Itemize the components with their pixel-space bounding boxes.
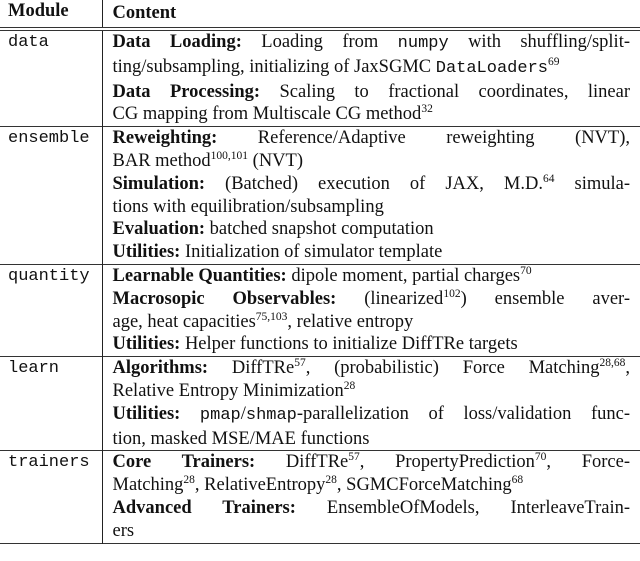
feature-label: Learnable Quantities: xyxy=(112,265,287,286)
description-text: Matching xyxy=(112,475,184,496)
description-text: BAR method xyxy=(112,150,211,171)
description-text: (linearized xyxy=(336,288,444,309)
description-text: ) ensemble aver- xyxy=(460,288,630,309)
content-line xyxy=(113,428,631,451)
content-line xyxy=(113,451,631,474)
module-name: trainers xyxy=(0,451,102,543)
description-text: dipole moment, partial charges xyxy=(286,265,521,286)
citation-superscript: 69 xyxy=(547,55,560,68)
feature-label: Evaluation: xyxy=(112,219,206,240)
feature-label: Utilities: xyxy=(112,334,181,355)
description-text: , PropertyPrediction xyxy=(359,452,535,473)
table-row xyxy=(0,451,640,543)
description-text: tions with equilibration/subsampling xyxy=(112,196,384,217)
description-text: DiffTRe xyxy=(255,452,349,473)
description-text: , RelativeEntropy xyxy=(194,475,326,496)
feature-label: Utilities: xyxy=(112,403,181,424)
content-line xyxy=(113,520,631,543)
description-text: with shuffling/split- xyxy=(448,32,630,52)
description-text: Reference/Adaptive reweighting (NVT), xyxy=(217,128,630,149)
description-text: ting/subsampling, initializing of JaxSGMC xyxy=(112,56,436,77)
table-row xyxy=(0,357,640,451)
citation-superscript: 68 xyxy=(511,474,524,487)
citation-superscript: 28 xyxy=(183,474,195,487)
description-text: Scaling to fractional coordinates, linear xyxy=(260,81,630,102)
citation-superscript: 102 xyxy=(443,287,461,300)
description-text: , xyxy=(625,358,630,379)
header-module: Module xyxy=(0,0,102,29)
content-line xyxy=(113,56,631,81)
citation-superscript: 70 xyxy=(520,264,532,277)
description-text: tion, masked MSE/MAE functions xyxy=(112,428,370,449)
feature-label: Reweighting: xyxy=(112,128,218,149)
description-text xyxy=(180,404,200,424)
module-name: ensemble xyxy=(0,127,102,265)
citation-superscript: 28 xyxy=(325,474,337,487)
content-line xyxy=(113,265,631,288)
description-text: (NVT) xyxy=(248,150,303,171)
module-name: data xyxy=(0,29,102,127)
content-line xyxy=(113,127,631,150)
content-line xyxy=(113,173,631,196)
citation-superscript: 28 xyxy=(343,379,356,392)
module-name: learn xyxy=(0,357,102,451)
module-content xyxy=(102,29,640,127)
feature-label: Data Processing: xyxy=(112,81,261,102)
table-row xyxy=(0,127,640,265)
description-text: Loading from xyxy=(241,32,398,52)
citation-superscript: 57 xyxy=(348,451,360,464)
description-text: , relative entropy xyxy=(287,311,414,332)
module-content xyxy=(102,127,640,265)
citation-superscript: 28,68 xyxy=(599,357,626,370)
description-text: , SGMCForceMatching xyxy=(336,475,512,496)
table-row xyxy=(0,264,640,356)
description-text: / xyxy=(240,403,246,424)
description-text: CG mapping from Multiscale CG method xyxy=(112,104,422,125)
description-text: ers xyxy=(112,520,135,541)
description-text: simula- xyxy=(554,173,630,194)
citation-superscript: 57 xyxy=(294,357,306,370)
module-content xyxy=(102,451,640,543)
description-text: (Batched) execution of JAX, M.D. xyxy=(205,173,543,194)
content-line xyxy=(113,103,631,126)
description-text: batched snapshot computation xyxy=(205,219,434,240)
citation-superscript: 70 xyxy=(534,451,547,464)
citation-superscript: 32 xyxy=(421,103,433,116)
module-content xyxy=(102,357,640,451)
content-line xyxy=(113,241,631,264)
content-line xyxy=(113,380,631,403)
header-content: Content xyxy=(112,3,177,23)
feature-label: Data Loading: xyxy=(112,32,242,52)
citation-superscript: 75,103 xyxy=(255,310,288,323)
table-body xyxy=(0,29,640,543)
feature-label: Core Trainers: xyxy=(112,452,256,473)
content-line xyxy=(113,474,631,497)
content-line xyxy=(113,311,631,334)
module-name: quantity xyxy=(0,264,102,356)
content-line xyxy=(113,357,631,380)
content-line xyxy=(113,196,631,219)
content-line xyxy=(113,497,631,520)
description-text: Initialization of simulator template xyxy=(180,242,443,263)
content-line xyxy=(113,218,631,241)
description-text: , (probabilistic) Force Matching xyxy=(305,358,600,379)
citation-superscript: 64 xyxy=(542,172,555,185)
description-text: , Force- xyxy=(546,452,630,473)
code-text: shmap xyxy=(245,405,297,425)
content-line xyxy=(113,333,631,356)
feature-label: Macrosopic Observables: xyxy=(112,288,337,309)
content-line xyxy=(113,150,631,173)
feature-label: Utilities: xyxy=(112,242,181,263)
description-text: -parallelization of loss/validation func- xyxy=(296,403,631,424)
description-text: DiffTRe xyxy=(208,358,295,379)
content-line xyxy=(113,81,631,104)
content-line xyxy=(113,288,631,311)
description-text: EnsembleOfModels, InterleaveTrain- xyxy=(295,497,630,518)
description-text: Relative Entropy Minimization xyxy=(112,380,344,401)
citation-superscript: 100,101 xyxy=(210,149,249,162)
content-line xyxy=(113,31,631,56)
code-text: pmap xyxy=(199,405,241,425)
feature-label: Algorithms: xyxy=(112,358,209,379)
feature-label: Advanced Trainers: xyxy=(112,497,296,518)
content-line xyxy=(113,403,631,428)
header-row xyxy=(0,0,640,29)
table-row xyxy=(0,29,640,127)
code-text: numpy xyxy=(397,34,449,53)
code-text: DataLoaders xyxy=(435,58,548,78)
feature-label: Simulation: xyxy=(112,173,206,194)
description-text: age, heat capacities xyxy=(112,311,256,332)
module-content xyxy=(102,264,640,356)
description-text: Helper functions to initialize DiffTRe targets xyxy=(180,334,518,355)
